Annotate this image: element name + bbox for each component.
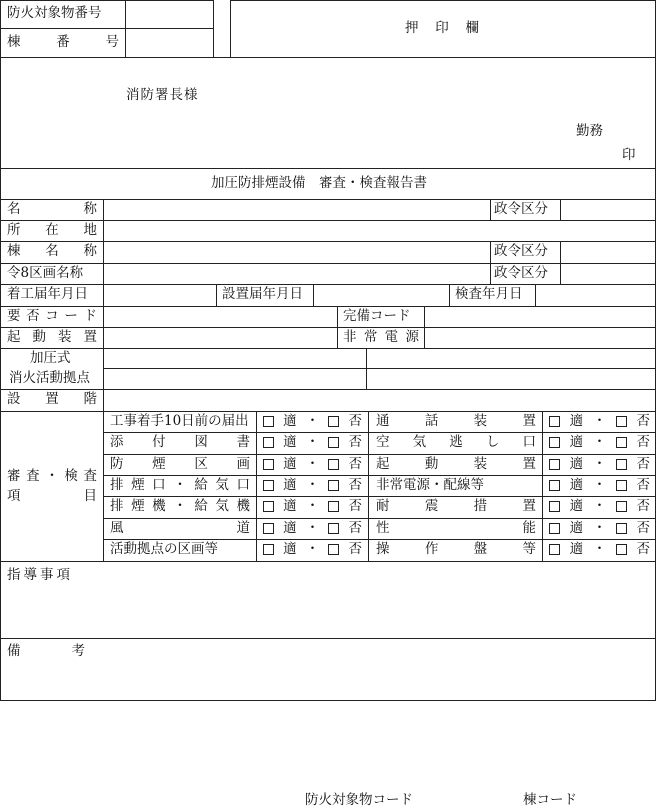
ng-label: 否 [348,455,362,472]
building-code-label: 棟コード [523,792,577,808]
installation-floor-label: 設 置 階 [7,391,97,407]
judgement-checkbox-pair[interactable] [263,412,362,429]
ok-checkbox[interactable] [263,544,274,555]
ng-label: 否 [348,433,362,450]
ok-label: 適 [569,455,584,472]
ordinance-category-label: 政令区分 [494,243,548,259]
ok-checkbox[interactable] [549,437,560,448]
fire-object-number-label: 防火対象物番号 [7,5,102,21]
ok-checkbox[interactable] [263,480,274,491]
ok-label: 適 [283,412,297,429]
ok-label: 適 [569,540,584,557]
judgement-checkbox-pair[interactable] [549,455,650,472]
duty-label: 勤務 [576,123,603,139]
ng-label: 否 [636,455,650,472]
ok-label: 適 [283,497,297,514]
ok-label: 適 [283,433,297,450]
separator-dot: ・ [592,497,607,514]
ng-checkbox[interactable] [616,501,627,512]
ng-checkbox[interactable] [616,437,627,448]
inspection-date-label: 検査年月日 [455,286,523,302]
separator-dot: ・ [305,455,320,472]
ng-checkbox[interactable] [616,523,627,534]
ok-label: 適 [569,519,584,536]
ng-checkbox[interactable] [616,544,627,555]
inspection-section-label-items: 項 目 [7,488,97,504]
inspection-item-left: 排 煙 口 ・ 給 気 口 [110,477,250,493]
ng-checkbox[interactable] [328,437,339,448]
inspection-item-right: 空 気 逃 し 口 [376,434,536,450]
ng-label: 否 [636,497,650,514]
inspection-item-left: 排 煙 機 ・ 給 気 機 [110,498,250,514]
ok-checkbox[interactable] [549,459,560,470]
remarks-label: 備 考 [7,643,85,659]
judgement-checkbox-pair[interactable] [549,497,650,514]
judgement-checkbox-pair[interactable] [263,455,362,472]
required-code-label: 要 否 コ ー ド [7,308,97,324]
separator-dot: ・ [592,433,607,450]
inspection-item-right: 起 動 装 置 [376,456,536,472]
ok-checkbox[interactable] [549,416,560,427]
judgement-checkbox-pair[interactable] [549,433,650,450]
inspection-item-right: 性 能 [376,520,536,536]
ng-checkbox[interactable] [328,459,339,470]
ok-label: 適 [569,476,584,493]
construction-notice-date-label: 着工届年月日 [7,286,88,302]
ng-label: 否 [348,497,362,514]
inspection-item-right: 操 作 盤 等 [376,541,536,557]
building-number-label: 棟 番 号 [7,34,119,50]
judgement-checkbox-pair[interactable] [263,433,362,450]
ok-checkbox[interactable] [263,459,274,470]
judgement-checkbox-pair[interactable] [263,497,362,514]
seal-column-label: 押 印 欄 [405,20,479,36]
judgement-checkbox-pair[interactable] [263,519,362,536]
ng-checkbox[interactable] [616,480,627,491]
ok-label: 適 [283,455,297,472]
judgement-checkbox-pair[interactable] [549,519,650,536]
ng-checkbox[interactable] [328,416,339,427]
ng-label: 否 [636,476,650,493]
ok-checkbox[interactable] [263,523,274,534]
inspection-item-left: 添 付 図 書 [110,434,250,450]
ng-label: 否 [348,519,362,536]
ng-checkbox[interactable] [616,459,627,470]
ok-label: 適 [569,433,584,450]
ok-label: 適 [283,519,297,536]
ok-checkbox[interactable] [549,501,560,512]
building-name-label: 棟 名 称 [7,243,97,259]
inspection-item-right: 非常電源・配線等 [376,477,484,493]
separator-dot: ・ [592,540,607,557]
separator-dot: ・ [305,497,320,514]
separator-dot: ・ [305,519,320,536]
seal-mark-label: 印 [622,147,636,163]
separator-dot: ・ [592,519,607,536]
emergency-power-label: 非 常 電 源 [343,329,419,345]
ok-checkbox[interactable] [549,544,560,555]
ng-label: 否 [636,519,650,536]
ng-label: 否 [348,412,362,429]
fire-fighting-base-label: 消火活動拠点 [9,370,90,386]
ng-label: 否 [636,433,650,450]
fire-chief-addressee: 消防署長様 [126,87,199,103]
ok-checkbox[interactable] [263,416,274,427]
separator-dot: ・ [305,540,320,557]
separator-dot: ・ [592,412,607,429]
separator-dot: ・ [305,412,320,429]
inspection-section-label: 審 査 ・ 検 査 [7,468,97,484]
ng-label: 否 [348,476,362,493]
ng-label: 否 [636,540,650,557]
ng-label: 否 [348,540,362,557]
location-label: 所 在 地 [7,222,97,238]
ordinance-category-label: 政令区分 [494,265,548,281]
judgement-checkbox-pair[interactable] [549,412,650,429]
inspection-item-left: 活動拠点の区画等 [110,541,218,557]
separator-dot: ・ [305,476,320,493]
ng-checkbox[interactable] [328,544,339,555]
separator-dot: ・ [592,455,607,472]
art8-section-name-label: 令8区画名称 [7,265,84,281]
activation-device-label: 起 動 装 置 [7,329,97,345]
ng-checkbox[interactable] [328,523,339,534]
separator-dot: ・ [305,433,320,450]
separator-dot: ・ [592,476,607,493]
fire-object-code-label: 防火対象物コード [305,792,413,808]
ok-checkbox[interactable] [263,501,274,512]
ok-checkbox[interactable] [263,437,274,448]
pressurized-label: 加圧式 [30,350,71,366]
inspection-item-left: 風 道 [110,520,250,536]
inspection-item-right: 耐 震 措 置 [376,498,536,514]
ok-label: 適 [283,476,297,493]
judgement-checkbox-pair[interactable] [263,540,362,557]
ng-checkbox[interactable] [616,416,627,427]
form-title: 加圧防排煙設備 審査・検査報告書 [211,175,427,191]
judgement-checkbox-pair[interactable] [263,476,362,493]
inspection-item-left: 防 煙 区 画 [110,456,250,472]
inspection-item-right: 通 話 装 置 [376,413,536,429]
ok-checkbox[interactable] [549,523,560,534]
ok-label: 適 [569,497,584,514]
ng-label: 否 [636,412,650,429]
ok-label: 適 [283,540,297,557]
installation-notice-date-label: 設置届年月日 [222,286,303,302]
ok-label: 適 [569,412,584,429]
name-label: 名 称 [7,201,97,217]
ok-checkbox[interactable] [549,480,560,491]
judgement-checkbox-pair[interactable] [549,476,650,493]
guidance-label: 指導事項 [7,567,73,583]
ng-checkbox[interactable] [328,480,339,491]
inspection-item-left: 工事着手10日前の届出 [110,413,249,429]
ng-checkbox[interactable] [328,501,339,512]
completion-code-label: 完備コード [343,308,411,324]
judgement-checkbox-pair[interactable] [549,540,650,557]
ordinance-category-label: 政令区分 [494,201,548,217]
